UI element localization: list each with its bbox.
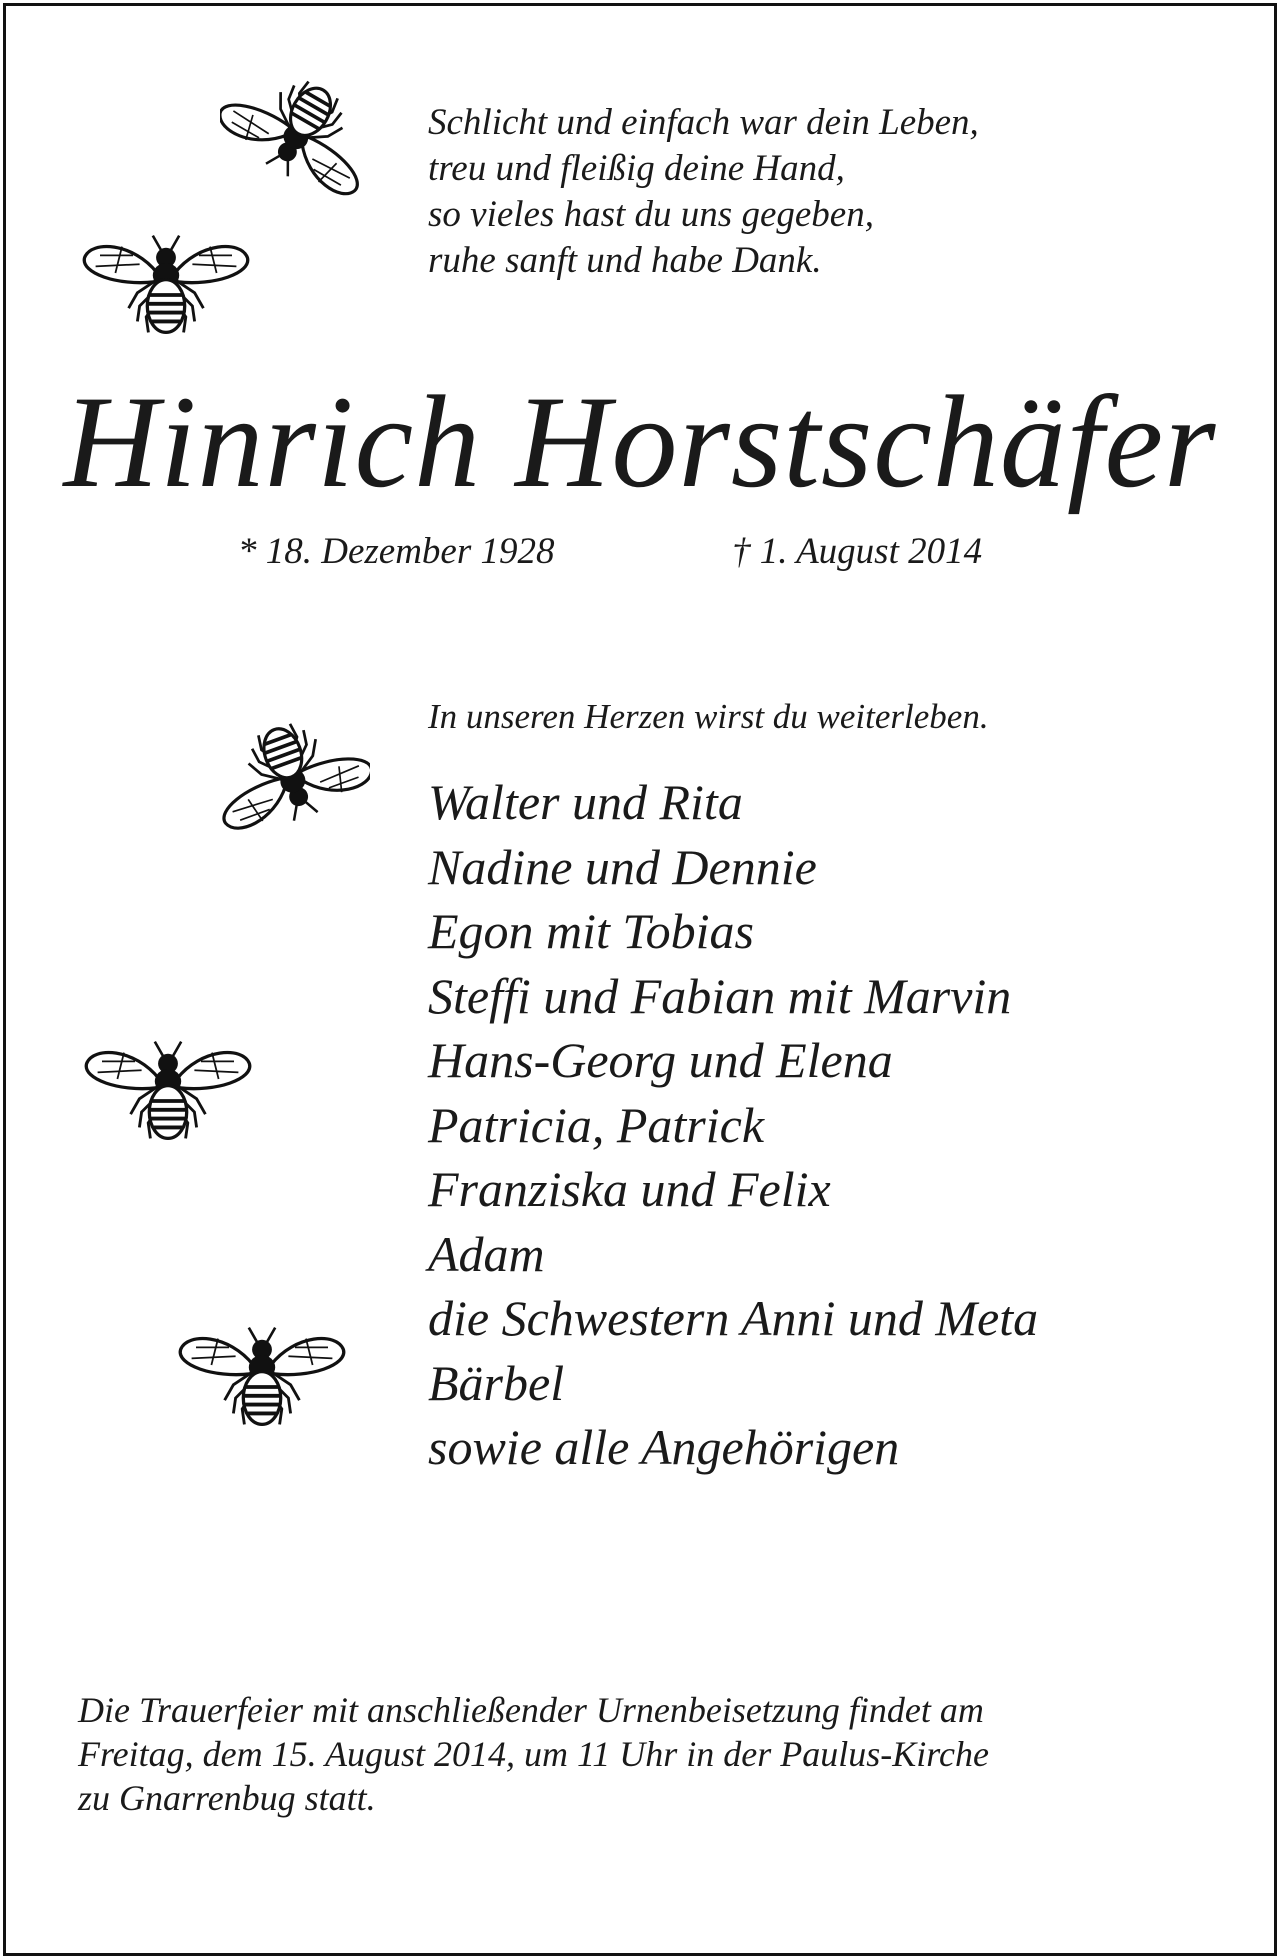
bee-icon — [210, 688, 370, 858]
service-line: zu Gnarrenbug statt. — [78, 1778, 376, 1818]
mourner-entry: Nadine und Dennie — [428, 838, 817, 895]
poem-line: ruhe sanft und habe Dank. — [428, 240, 822, 281]
deceased-name: Hinrich Horstschäfer — [63, 368, 1217, 515]
poem-line: Schlicht und einfach war dein Leben, — [428, 102, 979, 143]
bee-icon — [76, 224, 256, 364]
mourner-entry: Egon mit Tobias — [428, 903, 755, 959]
motto: In unseren Herzen wirst du weiterleben. — [428, 697, 989, 736]
birth-date: * 18. Dezember 1928 — [238, 531, 555, 572]
bee-icon — [78, 1030, 258, 1170]
mourner-entry: Patricia, Patrick — [428, 1096, 765, 1153]
service-line: Freitag, dem 15. August 2014, um 11 Uhr in der Paulus-Kirche — [78, 1734, 989, 1774]
mourner-entry: Hans-Georg und Elena — [428, 1032, 893, 1088]
bee-icon — [172, 1316, 352, 1456]
mourners-list — [428, 770, 1038, 1480]
mourner-entry: die Schwestern Anni und Meta — [428, 1290, 1039, 1346]
mourner-entry: Bärbel — [428, 1354, 565, 1411]
bee-icon — [220, 40, 380, 220]
death-date: † 1. August 2014 — [732, 531, 983, 572]
service-line: Die Trauerfeier mit anschließender Urnenbeisetzung findet am — [78, 1690, 984, 1730]
mourner-entry: Adam — [428, 1225, 545, 1282]
mourner-entry: Walter und Rita — [428, 774, 743, 830]
mourner-entry: Steffi und Fabian mit Marvin — [428, 967, 1012, 1024]
poem — [428, 100, 979, 284]
poem-line: treu und fleißig deine Hand, — [428, 148, 845, 189]
mourner-entry: Franziska und Felix — [428, 1161, 831, 1217]
mourner-entry: sowie alle Angehörigen — [428, 1419, 900, 1475]
funeral-service-info — [78, 1688, 1228, 1820]
poem-line: so vieles hast du uns gegeben, — [428, 194, 874, 235]
